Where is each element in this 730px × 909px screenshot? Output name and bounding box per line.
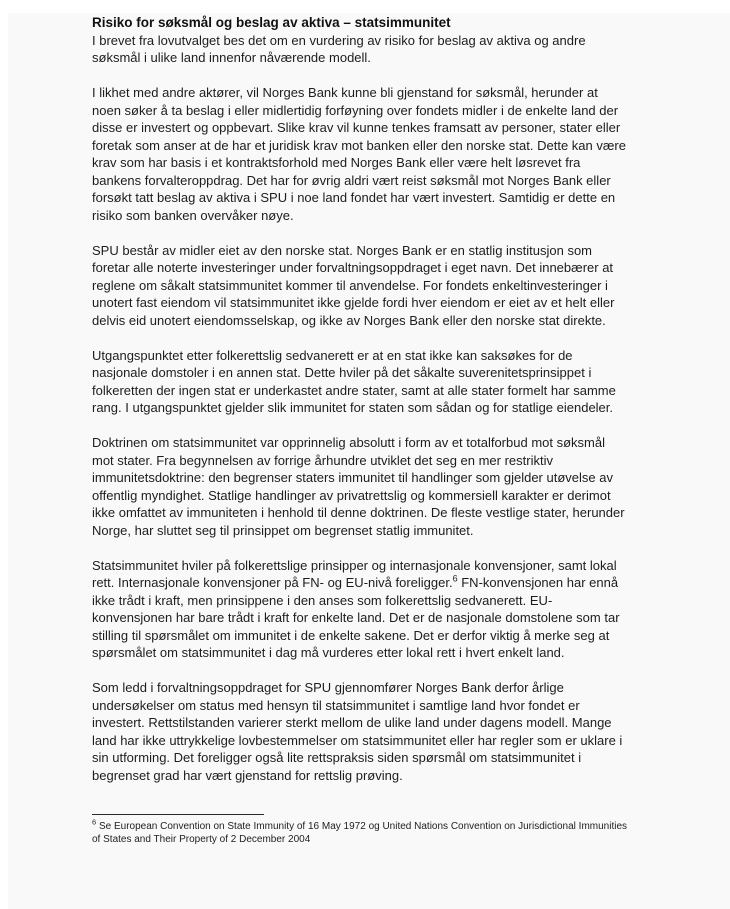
- paragraph-lawsuit-risk: I likhet med andre aktører, vil Norges Bank kunne bli gjenstand for søksmål, herunder at noen søker å ta beslag i eller midlertidig forføyning over fondets midler i de enkelte land der disse er investert og oppbevart. Slike krav vil kunne tenkes framsatt av personer, stater eller foretak som anser at de har et juridisk krav mot banken eller den norske stat. Dette kan være krav som har basis i et kontraktsforhold med Norges Bank eller være helt løsrevet fra bankens forvalteroppdrag. Det har for øvrig aldri vært reist søksmål mot Norges Bank eller forsøkt tatt beslag av aktiva i SPU i noe land fondet har vært investert. Samtidig er dette en risiko som banken overvåker nøye.: [92, 85, 626, 223]
- footnote-section: [92, 814, 629, 846]
- document-title: Risiko for søksmål og beslag av aktiva – statsimmunitet: [92, 15, 451, 30]
- footnote-separator: [92, 814, 264, 815]
- paragraph-customary-law: Utgangspunktet etter folkerettslig sedvanerett er at en stat ikke kan saksøkes for de nasjonale domstoler i en annen stat. Dette hviler på det såkalte suverenitetsprinsippet i folkeretten der ingen stat er underkastet andre stater, samt at alle stater formelt har samme rang. I utgangspunktet gjelder slik immunitet for staten som sådan og for statlige eiendeler.: [92, 347, 616, 415]
- paragraph-spu-ownership: SPU består av midler eiet av den norske stat. Norges Bank er en statlig institusjon som foretar alle noterte investeringer under forvaltningsoppdraget i eget navn. Det innebærer at reglene om såkalt statsimmunitet kommer til anvendelse. For fondets enkeltinvesteringer i unotert fast eiendom vil statsimmunitet ikke gjelde fordi hver eiendom er eiet av et helt eller delvis eid unotert eiendomsselskap, og ikke av Norges Bank eller den norske stat direkte.: [92, 242, 615, 328]
- paragraph-intro: I brevet fra lovutvalget bes det om en vurdering av risiko for beslag av aktiva og andre søksmål i ulike land innenfor nåværende modell.: [92, 32, 586, 65]
- paragraph-annual-review: Som ledd i forvaltningsoppdraget for SPU gjennomfører Norges Bank derfor årlige undersøkelser om status med hensyn til statsimmunitet i samtlige land hvor fondet er investert. Rettstilstanden varierer sterkt mellom de ulike land under dagens modell. Mange land har ikke uttrykkelige lovbestemmelser om statsimmunitet eller har regler som er uklare i sin utforming. Det foreligger også lite rettspraksis siden spørsmål om statsimmunitet i begrenset grad har vært gjenstand for rettslig prøving.: [92, 680, 623, 783]
- footnote-reference-6: 6: [452, 573, 458, 584]
- footnote-body: Se European Convention on State Immunity of 16 May 1972 og United Nations Convention on Jurisdictional Immunities of States and Their Property of 2 December 2004: [92, 821, 628, 845]
- paragraph-conventions: [92, 557, 629, 662]
- document-content: [92, 14, 629, 846]
- paragraph-conventions-text-after: FN-konvensjonen har ennå ikke trådt i kraft, men prinsippene i den anses som folkerettslig sedvanerett. EU-konvensjonen har bare trådt i kraft for enkelte land. Det er de nasjonale domstolene som tar stilling til spørsmålet om immunitet i de enkelte sakene. Det er derfor viktig å merke seg at spørsmålet om statsimmunitet i dag må vurderes etter lokal rett i hvert enkelt land.: [92, 575, 620, 660]
- footnote-text: [92, 817, 629, 846]
- paragraph-doctrine: Doktrinen om statsimmunitet var opprinnelig absolutt i form av et totalforbud mot søksmål mot stater. Fra begynnelsen av forrige århundre utviklet det seg en mer restriktiv immunitetsdoktrine: den begrenser staters immunitet til handlinger som gjelder utøvelse av offentlig myndighet. Statlige handlinger av privatrettslig og kommersiell karakter er derimot ikke omfattet av immuniteten i henhold til denne doktrinen. De fleste vestlige stater, herunder Norge, har sluttet seg til prinsippet om begrenset statlig immunitet.: [92, 435, 625, 538]
- paragraph-conventions-text-before: Statsimmunitet hviler på folkerettslige prinsipper og internasjonale konvensjoner, samt lokal rett. Internasjonale konvensjoner på FN- og EU-nivå foreligger.: [92, 557, 617, 590]
- footnote-marker: 6: [92, 817, 97, 827]
